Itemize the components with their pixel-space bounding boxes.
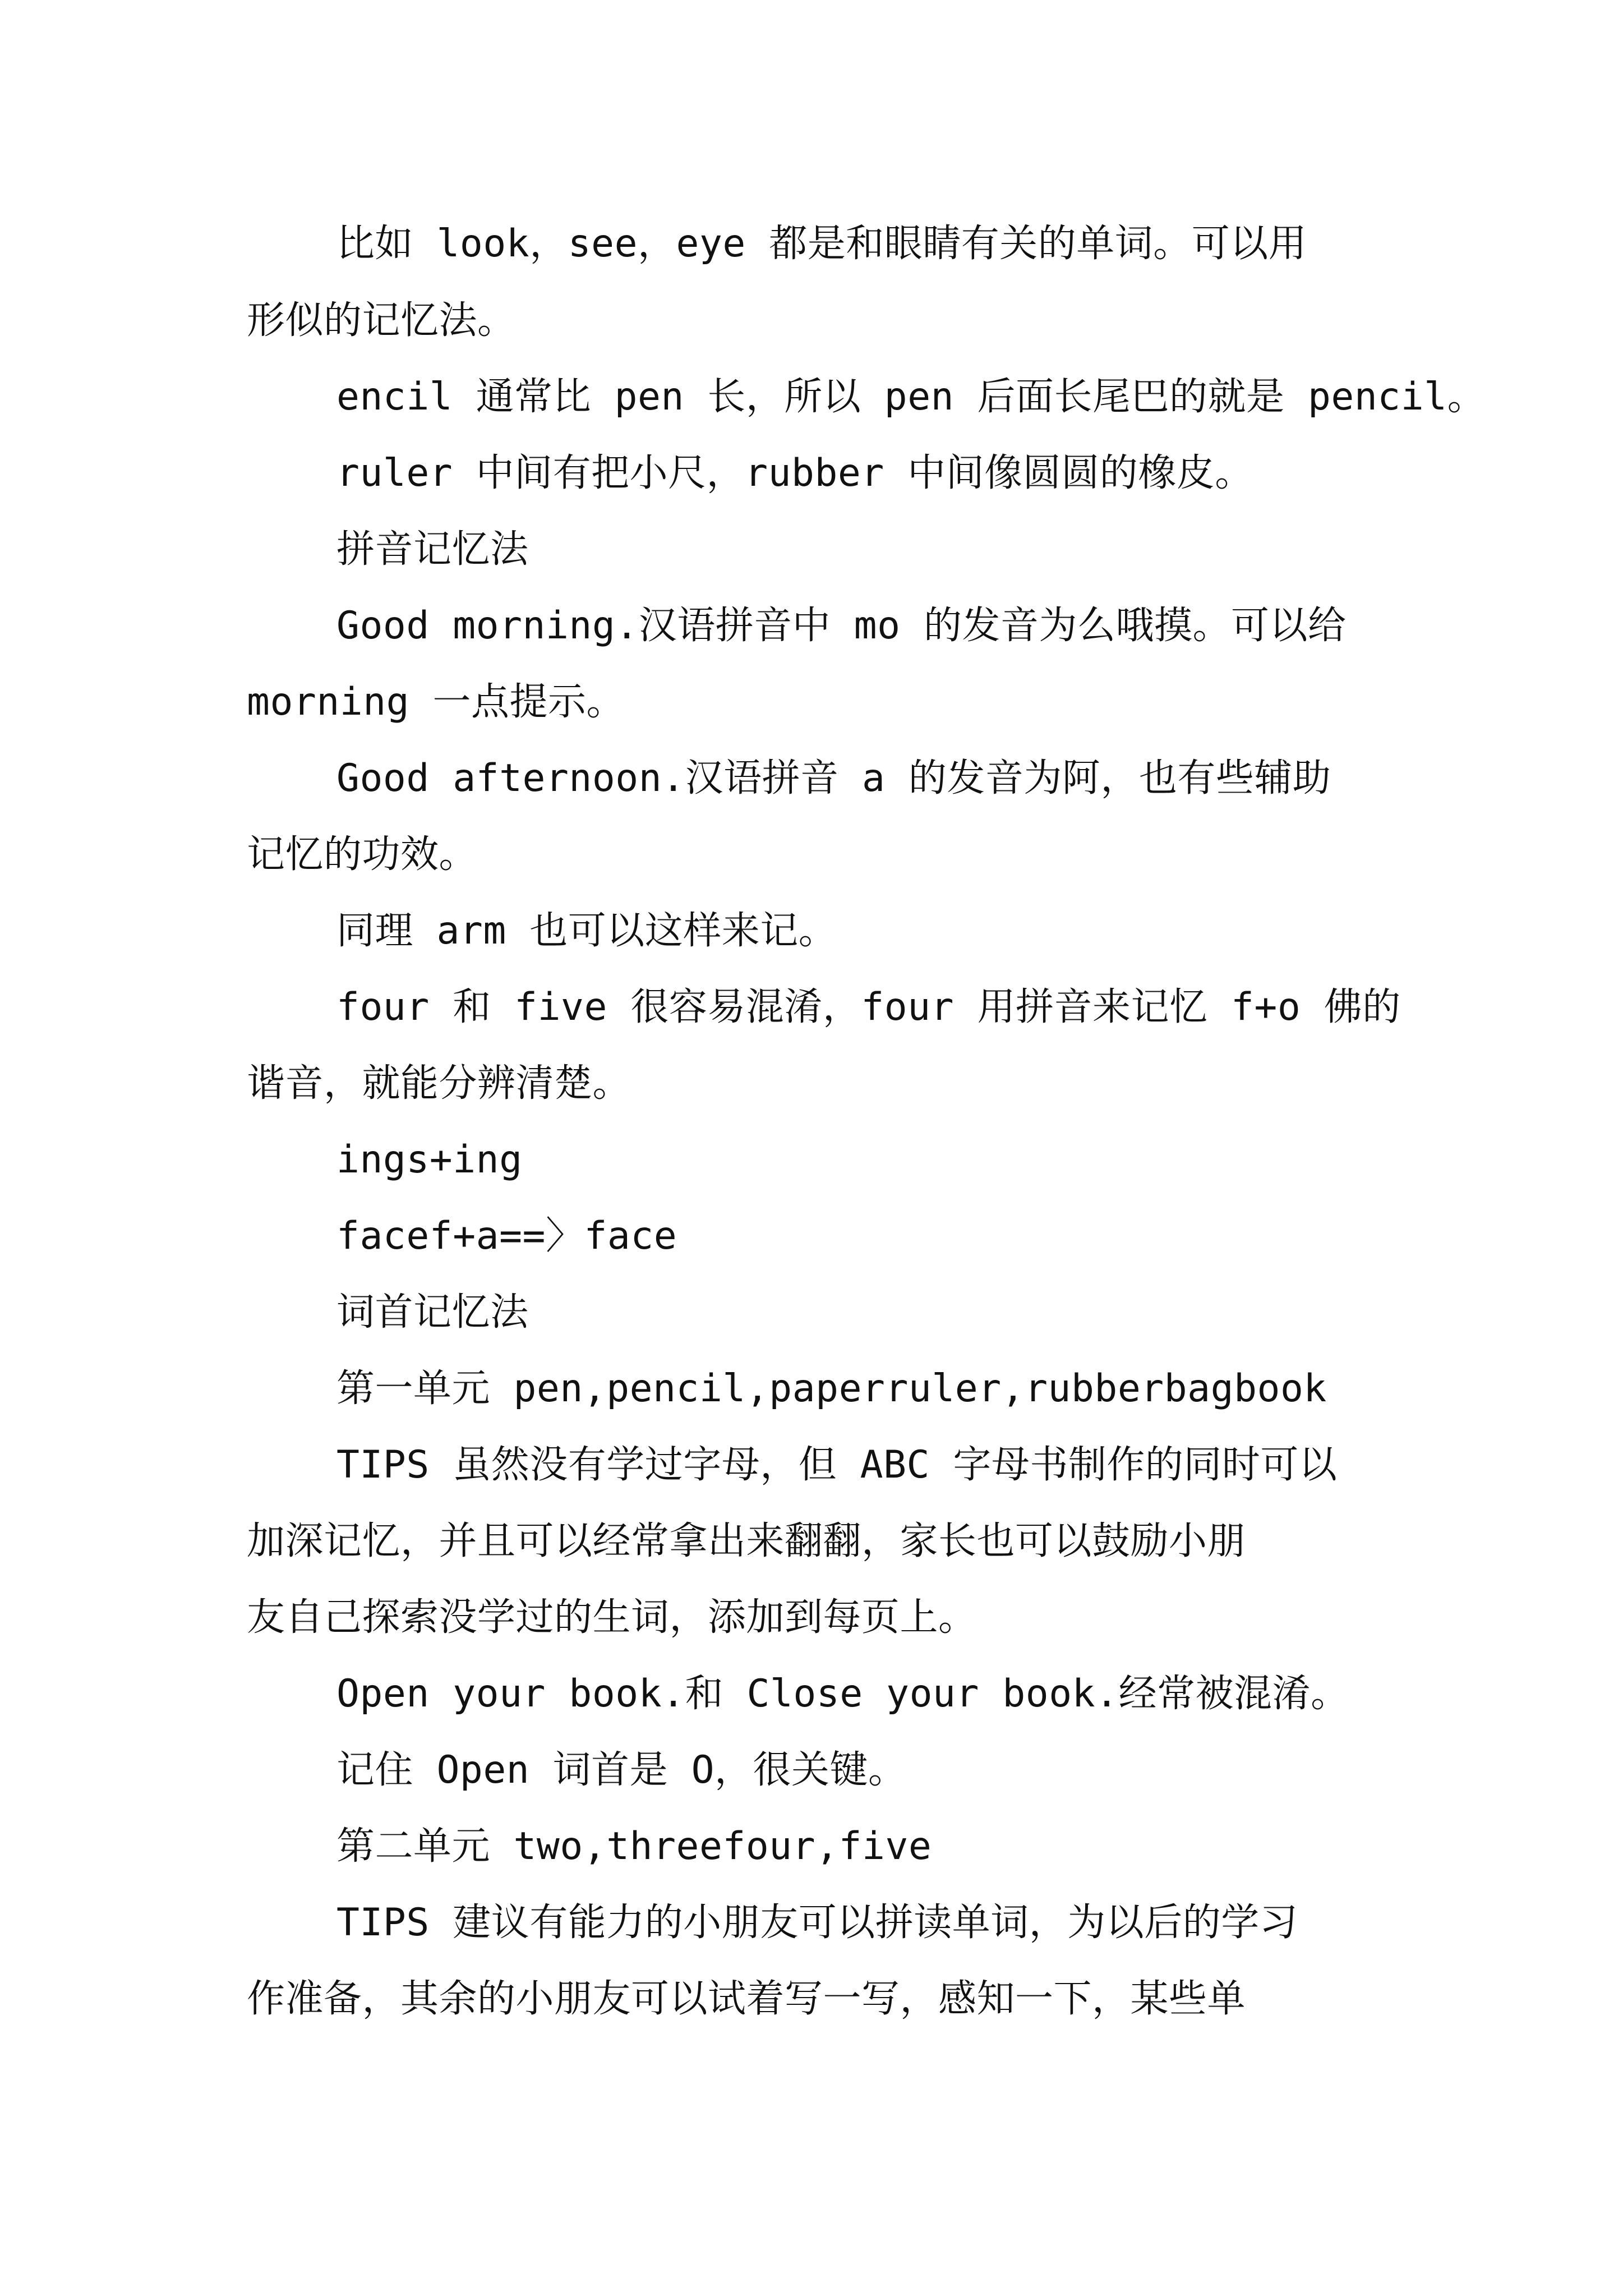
paragraph-line: facef+a==〉face [336,1214,677,1258]
paragraph-line: encil 通常比 pen 长，所以 pen 后面长尾巴的就是 pencil。 [336,375,1486,419]
paragraph-line: 记住 Open 词首是 O，很关键。 [336,1748,907,1792]
paragraph-line: 同理 arm 也可以这样来记。 [336,909,837,953]
paragraph-line: Good morning.汉语拼音中 mo 的发音为么哦摸。可以给 [336,604,1347,648]
paragraph-line: 谐音，就能分辨清楚。 [247,1061,631,1106]
paragraph-line: 形似的记忆法。 [247,298,516,343]
paragraph-line: TIPS 建议有能力的小朋友可以拼读单词，为以后的学习 [336,1901,1298,1945]
paragraph-line: morning 一点提示。 [247,680,625,724]
paragraph-line: ings+ing [336,1138,523,1182]
paragraph-line: ruler 中间有把小尺，rubber 中间像圆圆的橡皮。 [336,451,1253,495]
paragraph-line: 第一单元 pen,pencil,paperruler,rubberbagbook [336,1366,1327,1411]
paragraph-line: Open your book.和 Close your book.经常被混淆。 [336,1672,1349,1716]
section-heading: 拼音记忆法 [336,527,529,572]
paragraph-line: TIPS 虽然没有学过字母，但 ABC 字母书制作的同时可以 [336,1443,1338,1487]
paragraph-line: 作准备，其余的小朋友可以试着写一写，感知一下，某些单 [247,1977,1246,2021]
paragraph-line: 记忆的功效。 [247,832,478,877]
paragraph-line: 加深记忆，并且可以经常拿出来翻翻，家长也可以鼓励小朋 [247,1519,1246,1563]
paragraph-line: four 和 five 很容易混淆，four 用拼音来记忆 f+o 佛的 [336,985,1401,1029]
paragraph-line: Good afternoon.汉语拼音 a 的发音为阿，也有些辅助 [336,756,1331,800]
paragraph-line: 比如 look，see，eye 都是和眼睛有关的单词。可以用 [336,222,1307,266]
section-heading: 词首记忆法 [336,1290,529,1335]
paragraph-line: 第二单元 two,threefour,five [336,1824,932,1869]
paragraph-line: 友自己探索没学过的生词，添加到每页上。 [247,1595,977,1640]
